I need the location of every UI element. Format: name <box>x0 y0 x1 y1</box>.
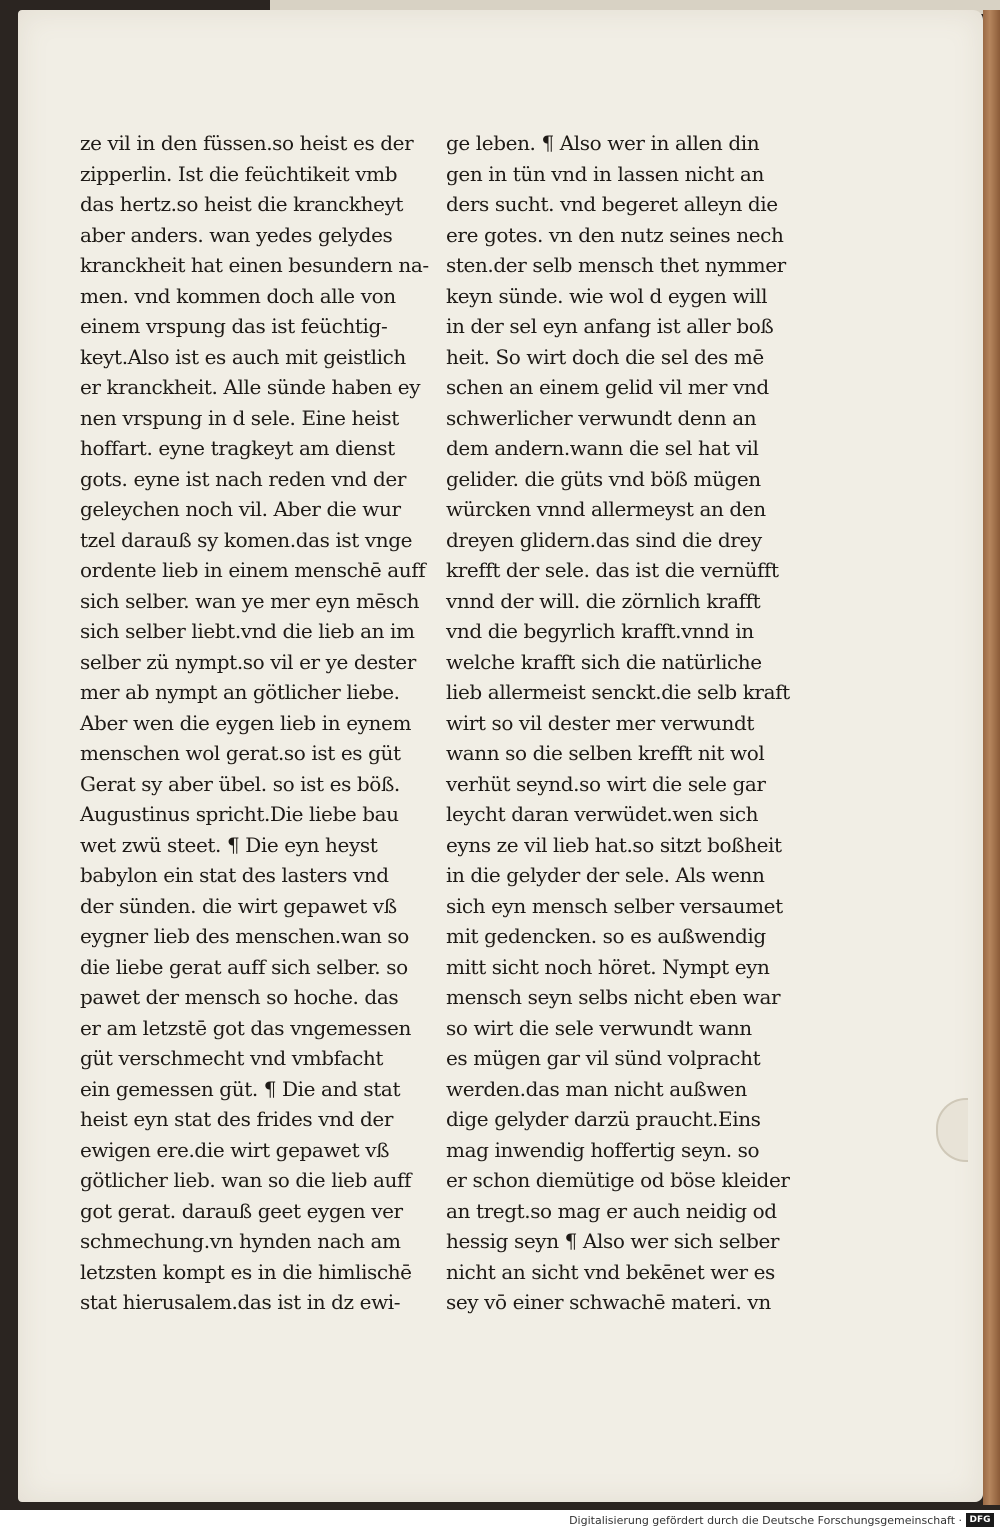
text-line: dreyen glidern.das sind die drey <box>446 527 762 552</box>
text-line: gelider. die güts vnd böß mügen <box>446 466 761 491</box>
text-line: heist eyn stat des frides vnd der <box>80 1107 393 1131</box>
text-line: vnnd der will. die zörnlich krafft <box>446 588 761 613</box>
text-line: in der sel eyn anfang ist aller boß <box>446 314 774 338</box>
text-line: schen an einem gelid vil mer vnd <box>446 375 769 399</box>
text-line: geleychen noch vil. Aber die wur <box>80 497 401 521</box>
footer-bar <box>0 1510 1000 1532</box>
text-line: ere gotes. vn den nutz seines nech <box>446 222 784 247</box>
text-line: mag inwendig hoffertig seyn. so <box>446 1137 760 1162</box>
text-line: menschen wol gerat.so ist es güt <box>80 741 401 765</box>
text-line: güt verschmecht vnd vmbfacht <box>80 1046 384 1070</box>
text-line: er kranckheit. Alle sünde haben ey <box>80 375 421 399</box>
text-line: mer ab nympt an götlicher liebe. <box>80 680 400 704</box>
text-line: sey vō einer schwachē materi. vn <box>446 1290 771 1314</box>
text-line: schwerlicher verwundt denn an <box>446 405 757 430</box>
text-line: gots. eyne ist nach reden vnd der <box>80 466 406 491</box>
text-line: schmechung.vn hynden nach am <box>80 1229 401 1253</box>
text-line: ge leben. ¶ Also wer in allen din <box>446 131 760 155</box>
text-line: Augustinus spricht.Die liebe bau <box>80 802 399 826</box>
text-line: letzsten kompt es in die himlischē <box>80 1259 412 1284</box>
text-line: heit. So wirt doch die sel des mē <box>446 344 764 369</box>
text-line: got gerat. darauß geet eygen ver <box>80 1198 403 1223</box>
text-line: mensch seyn selbs nicht eben war <box>446 985 781 1009</box>
text-line: aber anders. wan yedes gelydes <box>80 222 393 247</box>
text-line: lieb allermeist senckt.die selb kraft <box>446 680 790 704</box>
text-line: in die gelyder der sele. Als wenn <box>446 863 765 887</box>
text-line: krefft der sele. das ist die vernüfft <box>446 558 779 582</box>
text-line: das hertz.so heist die kranckheyt <box>80 192 404 216</box>
text-line: wirt so vil dester mer verwundt <box>446 710 755 735</box>
text-line: pawet der mensch so hoche. das <box>80 985 399 1009</box>
text-line: so wirt die sele verwundt wann <box>446 1015 752 1040</box>
dfg-logo: DFG <box>966 1513 994 1527</box>
text-line: ewigen ere.die wirt gepawet vß <box>80 1137 390 1162</box>
text-line: Gerat sy aber übel. so ist es böß. <box>80 771 400 796</box>
text-line: dige gelyder darzü praucht.Eins <box>446 1107 761 1131</box>
text-line: ders sucht. vnd begeret alleyn die <box>446 192 778 216</box>
text-line: keyt.Also ist es auch mit geistlich <box>80 344 406 369</box>
text-line: verhüt seynd.so wirt die sele gar <box>446 771 766 796</box>
text-line: ze vil in den füssen.so heist es der <box>80 131 414 155</box>
text-line: dem andern.wann die sel hat vil <box>446 436 759 460</box>
text-line: an tregt.so mag er auch neidig od <box>446 1198 777 1223</box>
text-line: wann so die selben krefft nit wol <box>446 741 765 765</box>
left-text-column <box>80 128 429 1318</box>
text-line: es mügen gar vil sünd volpracht <box>446 1046 761 1070</box>
text-line: er schon diemütige od böse kleider <box>446 1168 790 1192</box>
text-line: hessig seyn ¶ Also wer sich selber <box>446 1229 780 1253</box>
text-line: zipperlin. Ist die feüchtikeit vmb <box>80 161 398 186</box>
book-cover-edge <box>983 10 1000 1505</box>
text-line: ein gemessen güt. ¶ Die and stat <box>80 1076 401 1101</box>
text-line: hoffart. eyne tragkeyt am dienst <box>80 436 395 460</box>
text-line: Aber wen die eygen lieb in eynem <box>80 710 412 735</box>
text-line: leycht daran verwüdet.wen sich <box>446 802 759 826</box>
text-line: er am letzstē got das vngemessen <box>80 1015 411 1040</box>
text-line: werden.das man nicht außwen <box>446 1076 747 1101</box>
text-line: eyns ze vil lieb hat.so sitzt boßheit <box>446 832 782 857</box>
text-line: tzel darauß sy komen.das ist vnge <box>80 527 413 552</box>
text-line: die liebe gerat auff sich selber. so <box>80 954 408 979</box>
text-line: der sünden. die wirt gepawet vß <box>80 893 397 918</box>
right-text-column <box>446 128 790 1318</box>
text-line: mitt sicht noch höret. Nympt eyn <box>446 954 770 979</box>
text-line: sich selber. wan ye mer eyn mēsch <box>80 588 420 613</box>
text-line: ordente lieb in einem menschē auff <box>80 558 426 582</box>
text-line: selber zü nympt.so vil er ye dester <box>80 649 416 674</box>
text-line: babylon ein stat des lasters vnd <box>80 863 389 887</box>
text-line: welche krafft sich die natürliche <box>446 649 762 674</box>
funding-credit: Digitalisierung gefördert durch die Deutsche Forschungsgemeinschaft · <box>569 1514 962 1527</box>
text-line: nen vrspung in d sele. Eine heist <box>80 405 399 430</box>
text-line: nicht an sicht vnd bekēnet wer es <box>446 1259 775 1284</box>
text-line: keyn sünde. wie wol d eygen will <box>446 283 768 308</box>
text-line: wet zwü steet. ¶ Die eyn heyst <box>80 832 378 857</box>
text-line: stat hierusalem.das ist in dz ewi- <box>80 1290 401 1314</box>
text-line: mit gedencken. so es außwendig <box>446 924 766 948</box>
text-line: einem vrspung das ist feüchtig- <box>80 314 388 338</box>
text-line: sich selber liebt.vnd die lieb an im <box>80 619 415 643</box>
text-line: kranckheit hat einen besundern na- <box>80 253 429 277</box>
text-line: götlicher lieb. wan so die lieb auff <box>80 1168 411 1192</box>
text-line: eygner lieb des menschen.wan so <box>80 924 409 948</box>
text-line: gen in tün vnd in lassen nicht an <box>446 161 764 186</box>
text-line: sten.der selb mensch thet nymmer <box>446 253 786 277</box>
text-line: men. vnd kommen doch alle von <box>80 283 396 308</box>
text-line: sich eyn mensch selber versaumet <box>446 893 783 918</box>
text-line: vnd die begyrlich krafft.vnnd in <box>446 619 754 643</box>
text-line: würcken vnnd allermeyst an den <box>446 497 766 521</box>
